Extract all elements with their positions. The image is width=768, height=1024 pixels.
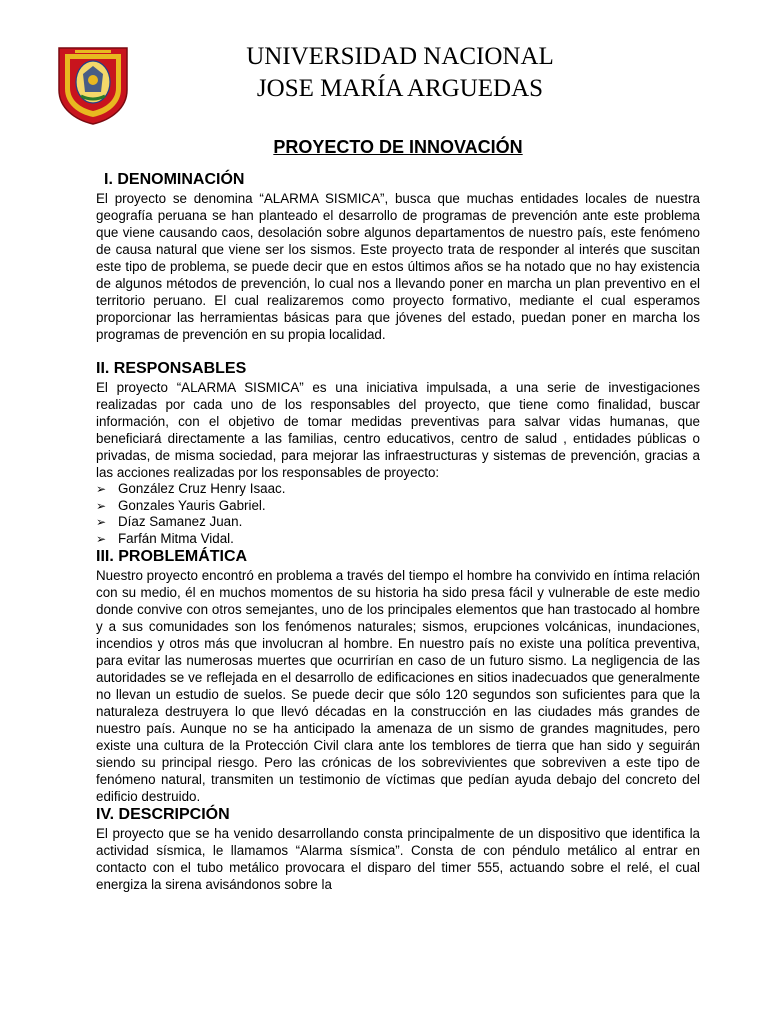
section-heading-responsables: II. RESPONSABLES [96, 360, 247, 377]
arrow-bullet-icon: ➢ [96, 515, 107, 529]
section-body-denominacion: El proyecto se denomina “ALARMA SISMICA”, busca que muchas entidades locales de nuestra geografía peruana se han planteado el desarrollo de programas de prevención ante este problema que viene causando caos, desolación sobre algunos departamentos de nuestro país, este fenómeno de causa natural que viene ser los sismos. Este proyecto trata de responder al interés que suscitan este tipo de problema, se puede decir que en estos últimos años se ha notado que no hay existencia de algunos métodos de prevención, lo cual nos a llevando poner en marcha un plan preventivo en el territorio peruano. El cual realizaremos como proyecto formativo, mediante el cual esperamos proporcionar las herramientas básicas para que jóvenes del estado, puedan poner en marcha los programas de prevención en su propia localidad. [96, 191, 700, 342]
university-name-line1: UNIVERSIDAD NACIONAL [246, 43, 554, 70]
list-item-text: Díaz Samanez Juan. [118, 514, 243, 529]
section-heading-denominacion: I. DENOMINACIÓN [104, 171, 245, 188]
list-item-text: González Cruz Henry Isaac. [118, 481, 286, 496]
university-seal-logo [55, 44, 131, 126]
arrow-bullet-icon: ➢ [96, 531, 107, 546]
list-item [96, 498, 700, 515]
document-title: PROYECTO DE INNOVACIÓN [273, 137, 523, 157]
list-item-text: Farfán Mitma Vidal. [118, 530, 234, 546]
list-item [96, 514, 700, 531]
section-heading-descripcion: IV. DESCRIPCIÓN [96, 806, 230, 823]
list-item [96, 531, 700, 548]
university-seal-graphic [55, 44, 131, 126]
list-item [96, 481, 700, 498]
list-item-text: Gonzales Yauris Gabriel. [118, 497, 266, 513]
section-body-descripcion: El proyecto que se ha venido desarrollando consta principalmente de un dispositivo que identifica la actividad sísmica, le llamamos “Alarma sísmica”. Consta de con péndulo metálico al entrar en contacto con el tubo metálico provocara el disparo del timer 555, actuando sobre el relé, el cual energiza la sirena avisándonos sobre la [96, 826, 700, 892]
section-spacer [96, 343, 700, 359]
responsables-list [96, 481, 700, 547]
section-heading-problematica: III. PROBLEMÁTICA [96, 548, 248, 565]
arrow-bullet-icon: ➢ [96, 482, 107, 496]
arrow-bullet-icon: ➢ [96, 498, 107, 513]
section-body-problematica: Nuestro proyecto encontró en problema a través del tiempo el hombre ha convivido en íntima relación con su medio, él en muchos momentos de su historia ha sido presa fácil y vulnerable de este medio donde convive con otros semejantes, uno de los principales elementos que han trastocado al hombre y a sus comunidades son los fenómenos naturales; sismos, erupciones volcánicas, inundaciones, incendios y otros más que involucran al hombre. En nuestro país no existe una política preventiva, para evitar las numerosas muertes que ocurrirían en caso de un futuro sismo. La negligencia de las autoridades se ve reflejada en el desarrollo de edificaciones en sitios inadecuados que generalmente no llevan un estudio de suelos. Se puede decir que sólo 120 segundos son suficientes para que la naturaleza destruyera lo que llevó décadas en la construcción en las ciudades más grandes de nuestro país. Aunque no se ha anticipado la amenaza de un sismo de grandes magnitudes, pero existe una cultura de la Protección Civil clara ante los temblores de tierra que han sido y seguirán siendo su principal riesgo. Pero las crónicas de los sobrevivientes que sobreviven a este tipo de fenómeno natural, transmiten un testimonio de víctimas que pedían ayuda debajo del concreto del edificio destruido. [96, 568, 700, 804]
document-body [96, 170, 700, 893]
section-body-responsables: El proyecto “ALARMA SISMICA” es una iniciativa impulsada, a una serie de investigaciones realizadas por cada uno de los responsables del proyecto, que tiene como finalidad, buscar información, con el objetivo de tomar medidas preventivas para salvar vidas humanas, que beneficiará directamente a las familias, centro educativos, centro de salud , entidades públicas o privadas, de misma sociedad, para mejorar las infraestructuras y sistemas de prevención, gracias a las acciones realizadas por los responsables de proyecto: [96, 380, 700, 480]
university-name-line2: JOSE MARÍA ARGUEDAS [256, 75, 544, 102]
